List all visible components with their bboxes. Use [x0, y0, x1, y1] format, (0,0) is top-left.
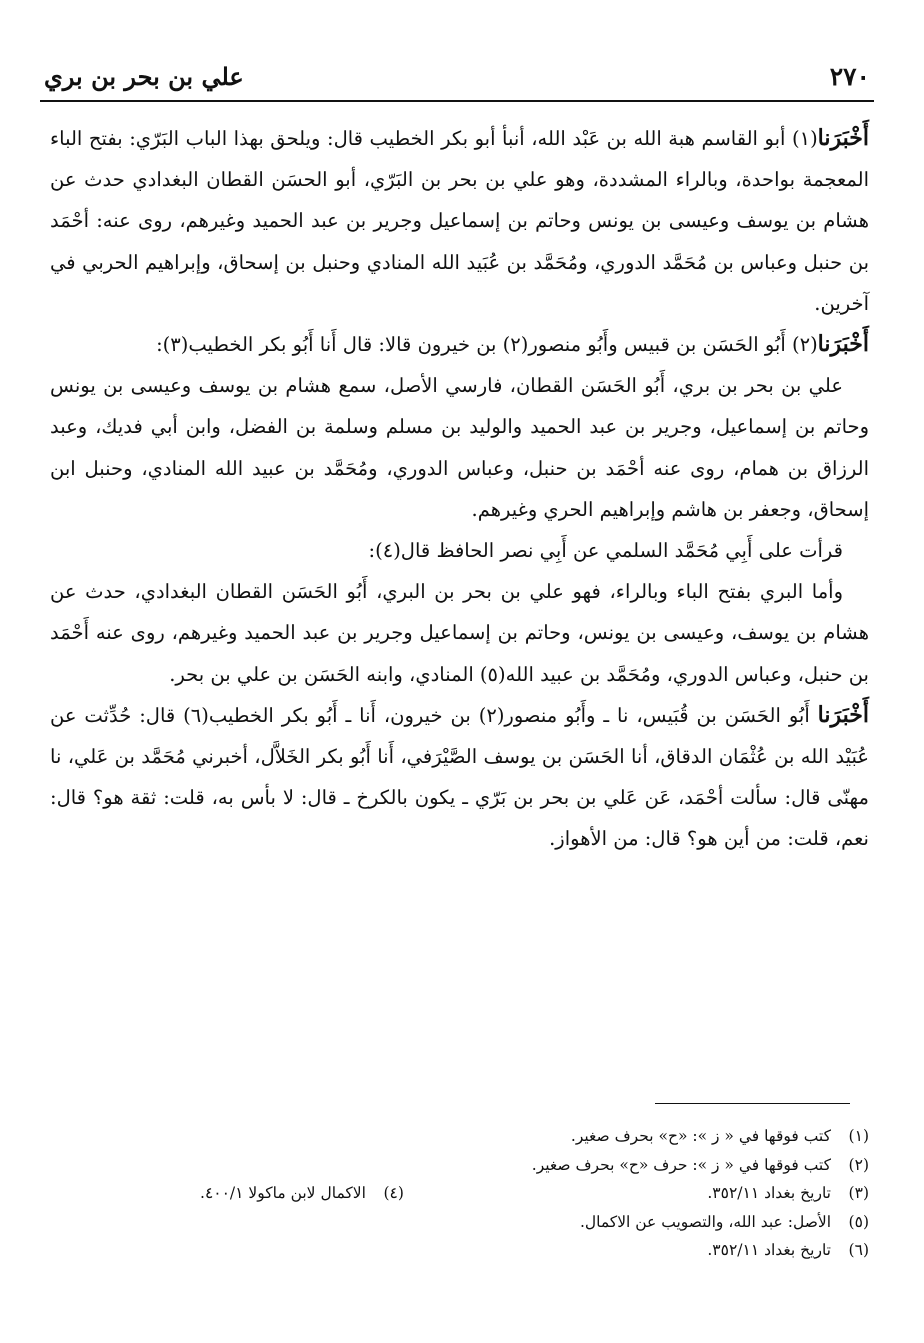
page-number: ٢٧٠	[829, 62, 870, 91]
akhbarana-lead: أَخْبَرَنا	[817, 125, 869, 151]
footnote-number: (٥)	[848, 1212, 869, 1231]
footnote-number: (٤)	[383, 1184, 404, 1202]
page-header	[40, 62, 874, 100]
footnote-text: كتب فوقها في « ز »: حرف «ح» بحرف صغير.	[531, 1155, 831, 1174]
paragraph-3: علي بن بحر بن بري، أَبُو الحَسَن القطان، فارسي الأصل، سمع هشام بن يوسف وعيسى بن يونس وحاتم بن إسماعيل، وجرير بن عبد الحميد والوليد بن مسلم وسلمة بن الفضل، وابن أبي فديك، وعبد الرزاق بن همام، روى عنه أحْمَد بن حنبل، وعباس الدوري، ومُحَمَّد بن عبيد الله المنادي، وحنبل ابن إسحاق، وجعفر بن هاشم وإبراهيم الحري وغيرهم.	[50, 374, 869, 521]
footnote-number: (٢)	[848, 1155, 869, 1174]
footnote-number: (١)	[848, 1127, 869, 1145]
paragraph-1-text: (١) أبو القاسم هبة الله بن عَبْد الله، أنبأ أبو بكر الخطيب قال: ويلحق بهذا الباب البَرّي: بفتح الباء المعجمة بواحدة، وبالراء المشددة، وهو علي بن بحر بن البَرّي، أبو الحسَن القطان البغدادي حدث عن هشام بن يوسف وعيسى بن يونس وحاتم بن إسماعيل وجرير بن عبد الحميد وغيرهم، روى عنه: أحْمَد بن حنبل وعباس بن مُحَمَّد الدوري، ومُحَمَّد بن عُبَيد الله المنادي وحنبل بن إسحاق، وإبراهيم الحربي في آخرين.	[50, 127, 869, 315]
header-rule	[40, 100, 874, 102]
footnote-text: الاكمال لابن ماكولا ٤٠٠/١.	[200, 1184, 366, 1202]
paragraph-2	[50, 324, 869, 365]
footnote-text: كتب فوقها في « ز »: «ح» بحرف صغير.	[570, 1127, 831, 1145]
footnote	[50, 1122, 869, 1151]
paragraph-5: وأما البري بفتح الباء وبالراء، فهو علي بن بحر بن البري، أَبُو الحَسَن القطان البغدادي، حدث عن هشام بن يوسف، وعيسى بن يونس، وحاتم بن إسماعيل وجرير بن عبد الحميد وغيرهم، روى عنه أَحْمَد بن حنبل، وعباس الدوري، ومُحَمَّد بن عبيد الله(٥) المنادي، وابنه الحَسَن بن علي بن بحر.	[50, 580, 869, 686]
paragraph-1	[50, 118, 869, 324]
paragraph-6-text: أَبُو الحَسَن بن قُبَيس، نا ـ وأَبُو منصور(٢) بن خيرون، أَنا ـ أَبُو بكر الخطيب(٦) قال: حُدِّثت عن عُبَيْد الله بن عُثْمَان الدقاق، أنا الحَسَن بن يوسف الصَّيْرَفي، أَنا أَبُو بكر الخَلاَّل، أخبرني مُحَمَّد بن عَلي، نا مهنّى قال: سألت أحْمَد، عَن عَلي بن بحر بن بَرّي ـ يكون بالكرخ ـ قال: لا بأس به، قلت: ثقة هو؟ قال: نعم، قلت: من أين هو؟ قال: من الأهواز.	[50, 703, 869, 851]
footnote-number: (٣)	[848, 1184, 869, 1202]
akhbarana-lead: أَخْبَرَنا	[817, 701, 869, 728]
paragraph-2-text: (٢) أَبُو الحَسَن بن قبيس وأَبُو منصور(٢) بن خيرون قالا: قال أَنا أَبُو بكر الخطيب(٣):	[156, 333, 818, 357]
paragraph-4: قرأت على أَبِي مُحَمَّد السلمي عن أَبِي نصر الحافظ قال(٤):	[368, 539, 843, 563]
footnote-inline	[200, 1179, 404, 1208]
footnote-text: الأصل: عبد الله، والتصويب عن الاكمال.	[579, 1212, 831, 1231]
main-text	[50, 118, 869, 860]
footnote-separator	[655, 1103, 850, 1104]
running-title: علي بن بحر بن بري	[44, 62, 244, 91]
paragraph-6	[50, 695, 869, 860]
footnote	[50, 1151, 869, 1180]
akhbarana-lead: أَخْبَرَنا	[817, 331, 869, 358]
footnote	[50, 1208, 869, 1237]
footnote-text: تاريخ بغداد ٣٥٢/١١.	[707, 1184, 831, 1202]
footnote	[50, 1179, 869, 1208]
footnote	[50, 1236, 869, 1265]
footnote-number: (٦)	[848, 1241, 869, 1259]
footnote-text: تاريخ بغداد ٣٥٢/١١.	[707, 1241, 831, 1259]
footnotes	[50, 1122, 869, 1265]
